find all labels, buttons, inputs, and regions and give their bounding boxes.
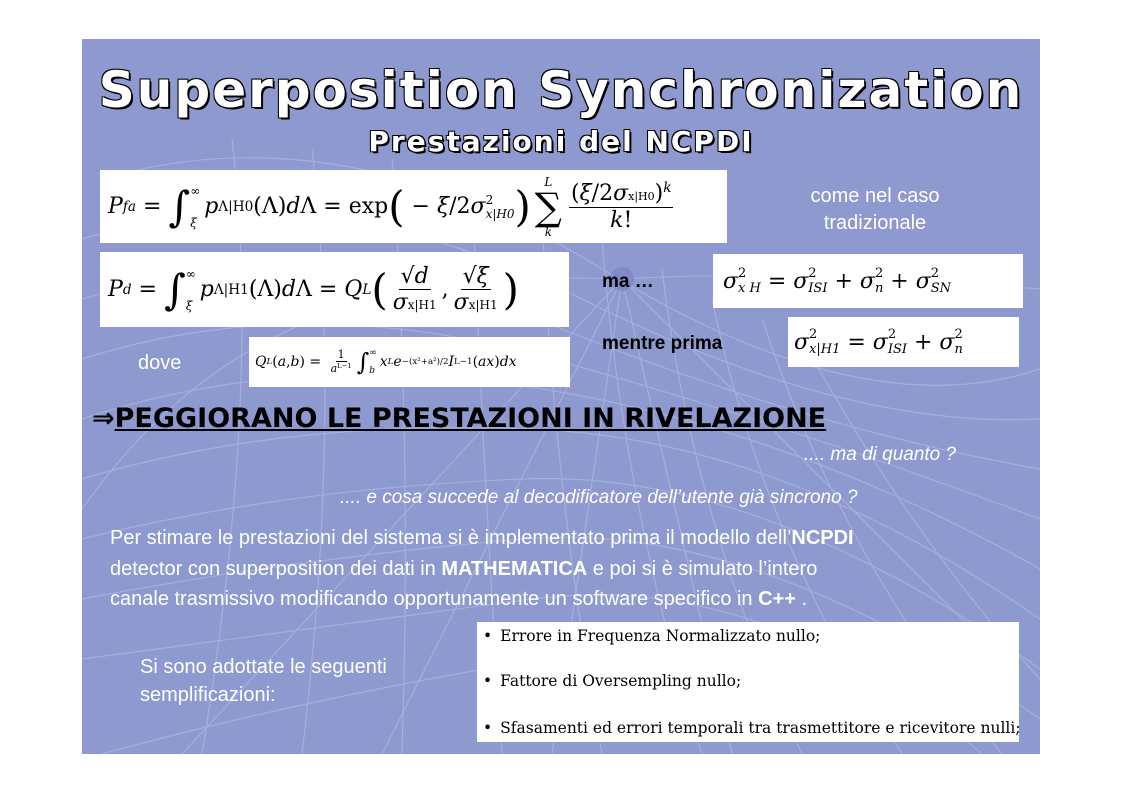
paragraph-bold-cpp: C++ — [758, 588, 796, 610]
paragraph-text-1: Per stimare le prestazioni del sistema si è implementato prima il modello dell’ — [110, 527, 792, 549]
conclusion-text: PEGGIORANO LE PRESTAZIONI IN RIVELAZIONE — [114, 403, 827, 434]
paragraph-bold-ncpdi: NCPDI — [791, 527, 854, 549]
simplifications-label — [140, 653, 440, 709]
sigma-prima-equation: σ 2 x|H1 = σ 2 ISI + σ 2 n — [788, 317, 1019, 367]
slide — [82, 39, 1040, 754]
pd-equation: P d = ∫ ∞ ξ p Λ|H1 (Λ) d Λ = Q L ( $\frac{√d}{\sigma x|H1}$ , $\frac{√\xi}{\sigma x|H1}$ ) — [100, 252, 569, 327]
paragraph-text-5: . — [795, 588, 808, 610]
list-item: • Sfasamenti ed errori temporali tra trasmettitore e ricevitore nulli; — [483, 719, 1021, 737]
paragraph-text-4: canale trasmissivo modificando opportunamente un software specifico in — [110, 588, 759, 610]
simplifications-line-2: semplificazioni: — [140, 684, 276, 706]
list-item: • Fattore di Oversempling nullo; — [483, 672, 741, 690]
slide-title: Superposition Synchronization — [98, 61, 1024, 119]
simplifications-list — [477, 622, 1019, 742]
pfa-equation: P fa = ∫ ∞ ξ p Λ|H0 (Λ) d Λ = exp ( − ξ /2 σ 2 x|H0 ) L ∑ k $\frac{(\xi/2\sigma x|H0)^k}{k!}$ — [100, 170, 727, 243]
note-line-1: come nel caso — [810, 185, 940, 207]
note-dove: dove — [138, 352, 182, 374]
paragraph-text-3: e poi si è simulato l’intero — [587, 557, 818, 580]
simplifications-line-1: Si sono adottate le seguenti — [140, 656, 387, 678]
question-ma-di-quanto: .... ma di quanto ? — [804, 444, 957, 465]
paragraph-bold-mathematica: MATHEMATICA — [441, 557, 588, 580]
note-ma: ma … — [602, 271, 654, 292]
question-decodificatore: .... e cosa succede al decodificatore dell’utente già sincrono ? — [340, 487, 858, 508]
paragraph-text-2: detector con superposition dei dati in — [110, 557, 442, 580]
ql-definition: Q L ( a , b ) = $\frac{1}{a^{L-1}}$ ∫ ∞ b x L e −(x²+a²)/2 I L−1 ( ax ) dx — [249, 337, 570, 387]
main-paragraph — [110, 523, 1020, 615]
conclusion-heading — [92, 403, 1022, 434]
list-item: • Errore in Frequenza Normalizzato nullo; — [483, 627, 820, 645]
note-come-nel-caso — [782, 185, 968, 235]
note-mentre-prima: mentre prima — [602, 333, 723, 354]
sigma-h1-equation: σ 2 x H = σ 2 ISI + σ 2 n + σ 2 SN — [713, 254, 1023, 308]
slide-subtitle: Prestazioni del NCPDI — [368, 125, 754, 158]
note-line-2: tradizionale — [823, 212, 927, 234]
implies-arrow: ⇒ — [92, 403, 115, 434]
